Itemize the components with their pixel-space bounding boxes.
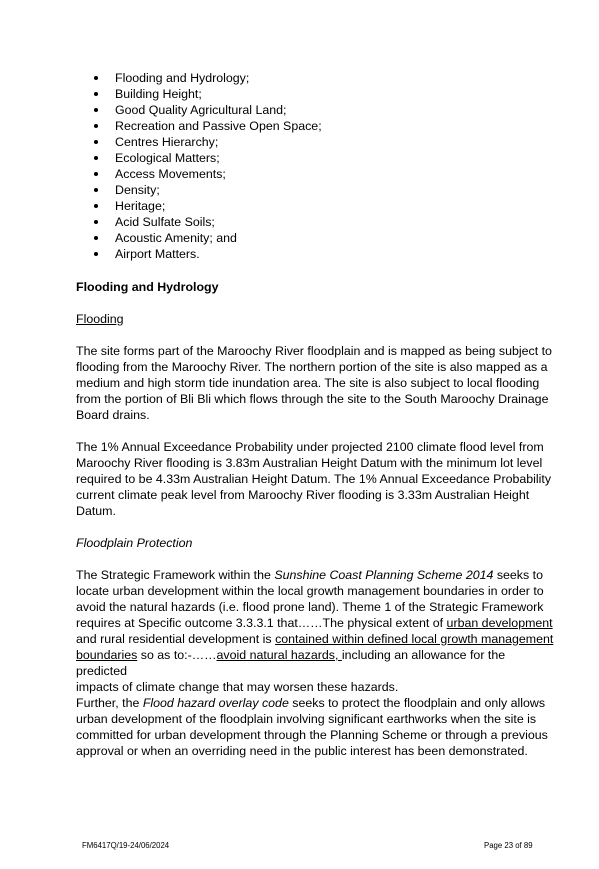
- text-line: and rural residential development is contained within defined local growth management: [76, 632, 554, 646]
- text-line: from the portion of Bli Bli which flows through the site to the South Maroochy Drainage: [76, 392, 549, 406]
- list-item: Acid Sulfate Soils;: [91, 214, 322, 230]
- considerations-list: [91, 70, 322, 262]
- list-item: Access Movements;: [91, 166, 322, 182]
- text-line: current climate peak level from Maroochy River flooding is 3.33m Australian Height: [76, 488, 530, 502]
- list-item: Building Height;: [91, 86, 322, 102]
- section-heading: Flooding and Hydrology: [76, 280, 219, 294]
- text-line: approval or when an overriding need in the public interest has been demonstrated.: [76, 744, 528, 758]
- text-line: The 1% Annual Exceedance Probability under projected 2100 climate flood level from: [76, 440, 544, 454]
- text-line: committed for urban development through the Planning Scheme or through a previous: [76, 728, 548, 742]
- text-line: urban development of the floodplain involving significant earthworks when the site is: [76, 712, 537, 726]
- text-line: requires at Specific outcome 3.3.3.1 that……The physical extent of urban development: [76, 616, 553, 630]
- bullet-icon: [94, 156, 98, 160]
- list-item: Recreation and Passive Open Space;: [91, 118, 322, 134]
- footer-document-ref: FM6417Q/19-24/06/2024: [82, 841, 170, 850]
- bullet-icon: [94, 140, 98, 144]
- subheading-floodplain-protection: Floodplain Protection: [76, 536, 193, 550]
- list-item: Heritage;: [91, 198, 322, 214]
- text-line: Further, the Flood hazard overlay code seeks to protect the floodplain and only allows: [76, 696, 546, 710]
- bullet-icon: [94, 220, 98, 224]
- text-line: flooding from the Maroochy River. The northern portion of the site is also mapped as a: [76, 360, 548, 374]
- paragraph-flooding: [76, 343, 556, 423]
- text-line: medium and high storm tide inundation area. The site is also subject to local flooding: [76, 376, 540, 390]
- paragraph-flood-hazard-code: [76, 695, 556, 759]
- paragraph-flood-levels: [76, 439, 556, 519]
- bullet-icon: [94, 172, 98, 176]
- text-line: Datum.: [76, 504, 116, 518]
- paragraph-strategic-framework: [76, 567, 556, 695]
- footer-page-number: Page 23 of 89: [484, 841, 533, 850]
- list-item: Density;: [91, 182, 322, 198]
- text-line: required to be 4.33m Australian Height Datum. The 1% Annual Exceedance Probability: [76, 472, 552, 486]
- bullet-icon: [94, 204, 98, 208]
- bullet-icon: [94, 92, 98, 96]
- planning-scheme-title: Sunshine Coast Planning Scheme 2014: [274, 568, 494, 582]
- bullet-icon: [94, 76, 98, 80]
- text-line: avoid the natural hazards (i.e. flood prone land). Theme 1 of the Strategic Framework: [76, 600, 544, 614]
- text-line: Board drains.: [76, 408, 150, 422]
- list-item: Good Quality Agricultural Land;: [91, 102, 322, 118]
- text-line: The Strategic Framework within the Sunshine Coast Planning Scheme 2014 seeks to: [76, 568, 543, 582]
- bullet-icon: [94, 108, 98, 112]
- bullet-icon: [94, 188, 98, 192]
- text-line: impacts of climate change that may worsen these hazards.: [76, 680, 399, 694]
- text-line: boundaries so as to:-……avoid natural hazards, including an allowance for the predicted: [76, 648, 506, 678]
- list-item: Centres Hierarchy;: [91, 134, 322, 150]
- bullet-icon: [94, 236, 98, 240]
- list-item: Airport Matters.: [91, 246, 322, 262]
- list-item: Acoustic Amenity; and: [91, 230, 322, 246]
- text-line: locate urban development within the local growth management boundaries in order to: [76, 584, 544, 598]
- text-line: The site forms part of the Maroochy River floodplain and is mapped as being subject to: [76, 344, 552, 358]
- list-item: Ecological Matters;: [91, 150, 322, 166]
- text-line: Maroochy River flooding is 3.83m Australian Height Datum with the minimum lot level: [76, 456, 543, 470]
- list-item: Flooding and Hydrology;: [91, 70, 322, 86]
- subheading-flooding: Flooding: [76, 312, 124, 326]
- code-title: Flood hazard overlay code: [142, 696, 289, 710]
- bullet-icon: [94, 252, 98, 256]
- bullet-icon: [94, 124, 98, 128]
